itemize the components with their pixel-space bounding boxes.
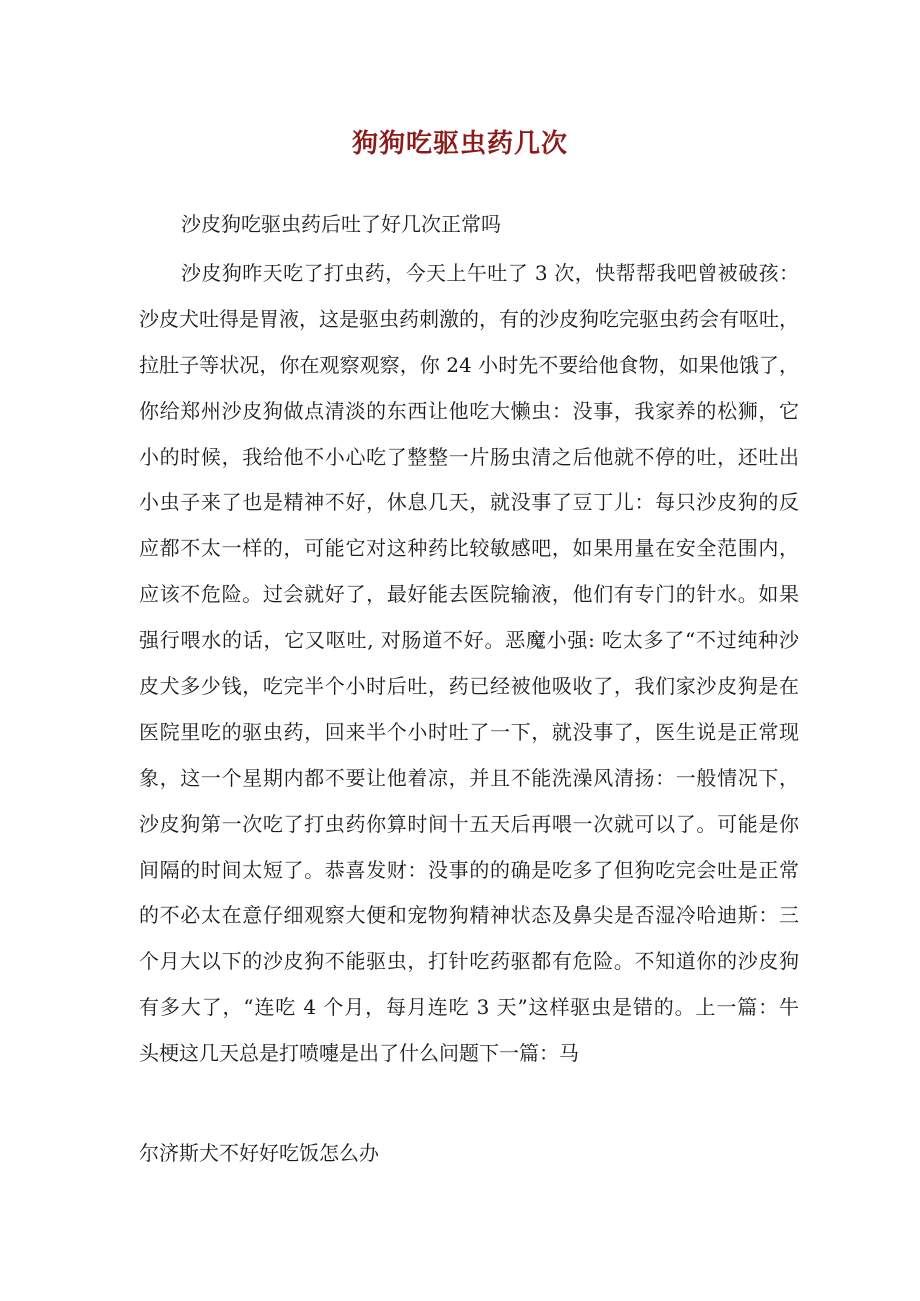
paragraph-line: 应该不危险。过会就好了，最好能去医院输液，他们有专门的针水。如果 — [139, 582, 799, 607]
paragraph-line: 小虫子来了也是精神不好，休息几天，就没事了豆丁儿：每只沙皮狗的反 — [139, 490, 799, 515]
paragraph-line: 沙皮犬吐得是胃液，这是驱虫药刺激的，有的沙皮狗吃完驱虫药会有呕吐， — [139, 306, 799, 331]
paragraph-line: 应都不太一样的，可能它对这种药比较敏感吧，如果用量在安全范围内， — [139, 536, 799, 561]
paragraph-line: 医院里吃的驱虫药，回来半个小时吐了一下，就没事了，医生说是正常现 — [139, 719, 799, 744]
next-article-link-text: 尔济斯犬不好好吃饭怎么办 — [139, 1141, 379, 1165]
paragraph-line: 你给郑州沙皮狗做点清淡的东西让他吃大懒虫：没事，我家养的松狮，它 — [139, 398, 799, 423]
paragraph-line: 间隔的时间太短了。恭喜发财：没事的的确是吃多了但狗吃完会吐是正常 — [139, 857, 799, 882]
subtitle: 沙皮狗吃驱虫药后吐了好几次正常吗 — [181, 212, 501, 236]
paragraph-line: 拉肚子等状况，你在观察观察，你 24 小时先不要给他食物，如果他饿了， — [139, 352, 799, 377]
paragraph-line: 头梗这几天总是打喷嚏是出了什么问题下一篇：马 — [139, 1041, 579, 1066]
paragraph-line: 沙皮狗昨天吃了打虫药，今天上午吐了 3 次，快帮帮我吧曾被破孩： — [181, 261, 799, 285]
body-paragraph — [139, 255, 799, 1081]
paragraph-line: 沙皮狗第一次吃了打虫药你算时间十五天后再喂一次就可以了。可能是你 — [139, 811, 799, 836]
paragraph-line: 皮犬多少钱，吃完半个小时后吐，药已经被他吸收了，我们家沙皮狗是在 — [139, 674, 799, 699]
paragraph-line: 有多大了，“连吃 4 个月，每月连吃 3 天”这样驱虫是错的。上一篇：牛 — [139, 995, 799, 1020]
paragraph-line: 小的时候，我给他不小心吃了整整一片肠虫清之后他就不停的吐，还吐出 — [139, 444, 799, 469]
paragraph-line: 强行喂水的话，它又呕吐, 对肠道不好。恶魔小强: 吃太多了“不过纯种沙 — [139, 628, 799, 653]
page-title: 狗狗吃驱虫药几次 — [351, 129, 568, 159]
paragraph-line: 象，这一个星期内都不要让他着凉，并且不能洗澡风清扬：一般情况下， — [139, 765, 799, 790]
paragraph-line: 个月大以下的沙皮狗不能驱虫，打针吃药驱都有危险。不知道你的沙皮狗 — [139, 949, 799, 974]
paragraph-line: 的不必太在意仔细观察大便和宠物狗精神状态及鼻尖是否湿冷哈迪斯：三 — [139, 903, 799, 928]
